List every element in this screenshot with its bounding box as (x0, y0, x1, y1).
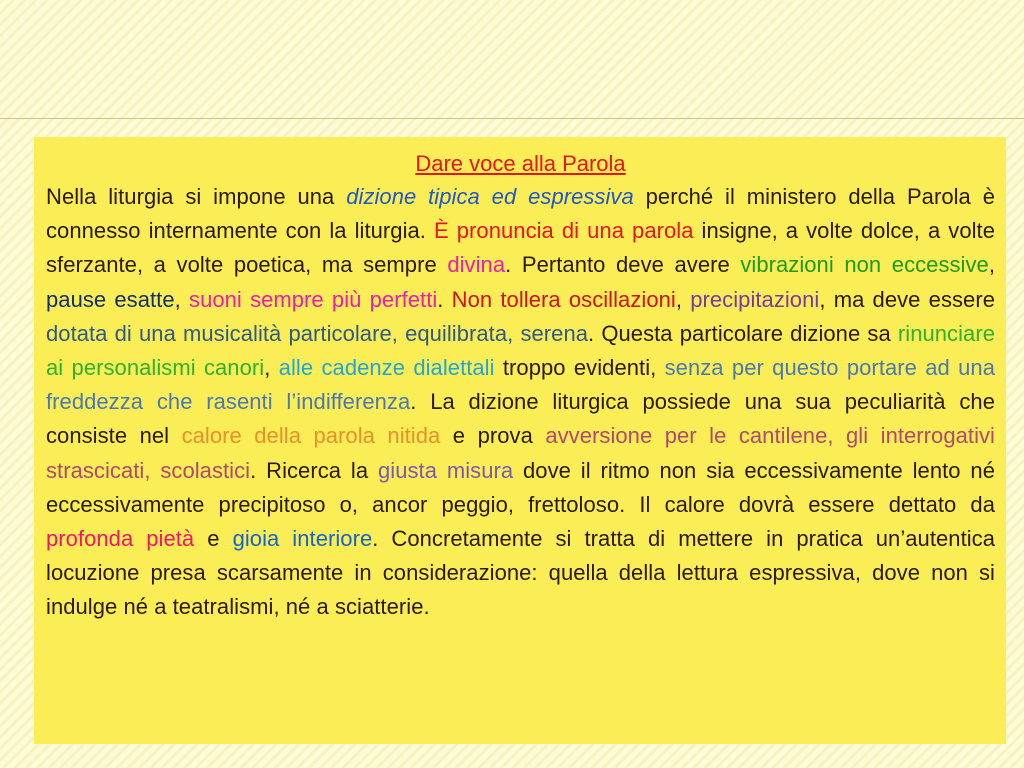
text-segment: , (675, 286, 691, 312)
highlight-precipitazioni: precipitazioni (690, 286, 820, 312)
text-segment: Nella liturgia si impone una (46, 184, 347, 209)
title-divider (0, 118, 1024, 119)
text-segment: , (988, 252, 995, 278)
text-segment: , ma deve essere (819, 286, 996, 312)
highlight-musicalita: dotata di una musicalità particolare, equilibrata, serena (46, 320, 589, 346)
highlight-profonda-pieta: profonda pietà (46, 526, 195, 552)
text-segment: . Concretamente si tratta di mettere in pratica un’autentica locuzione presa scarsamente in considerazione: quella della lettura espressiva, dove non si indulge né a teatralismi, né a sciatterie. (46, 526, 996, 620)
highlight-vibrazioni: vibrazioni non eccessive (740, 252, 989, 278)
text-segment: . Pertanto deve avere (505, 252, 741, 278)
highlight-avversione: avversione per le cantilene, gli interrogativi strascicati, scolastici (46, 423, 996, 483)
highlight-cadenze: alle cadenze dialettali (278, 355, 495, 381)
text-segment: , (264, 355, 279, 381)
highlight-personalismi: rinunciare ai personalismi canori (46, 320, 995, 381)
highlight-giusta-misura: giusta misura (377, 457, 514, 483)
text-segment: , (174, 286, 190, 312)
text-segment: . La dizione liturgica possiede una sua peculiarità che consiste nel (46, 389, 995, 449)
text-segment: . Ricerca la (250, 457, 378, 483)
text-segment: e prova (440, 423, 546, 449)
text-segment: perché il ministero della Parola è connesso internamente con la liturgia. (46, 184, 995, 244)
body-paragraph (46, 180, 995, 625)
highlight-pause-esatte: pause esatte (46, 286, 175, 312)
highlight-divina: divina (447, 252, 506, 278)
text-segment: dove il ritmo non sia eccessivamente lento né eccessivamente precipitoso o, ancor peggio, frettoloso. Il calore dovrà essere dettato da (46, 457, 995, 517)
slide-heading: Dare voce alla Parola (415, 151, 626, 176)
content-box (34, 137, 1006, 744)
highlight-freddezza: senza per questo portare ad una freddezza che rasenti l’indifferenza (46, 355, 996, 415)
highlight-dizione-tipica: dizione tipica ed espressiva (346, 184, 634, 209)
text-segment: . (437, 286, 452, 312)
highlight-suoni: suoni sempre più perfetti (189, 286, 438, 312)
text-segment: e (194, 526, 233, 552)
highlight-oscillazioni: Non tollera oscillazioni (451, 286, 676, 312)
text-segment: . Questa particolare dizione sa (588, 320, 898, 346)
highlight-pronuncia: È pronuncia di una parola (434, 218, 694, 244)
highlight-calore: calore della parola nitida (181, 423, 441, 449)
highlight-gioia: gioia interiore (232, 526, 373, 552)
text-segment: insigne, a volte dolce, a volte sferzante, a volte poetica, ma sempre (46, 218, 995, 278)
text-segment: troppo evidenti, (494, 355, 665, 381)
